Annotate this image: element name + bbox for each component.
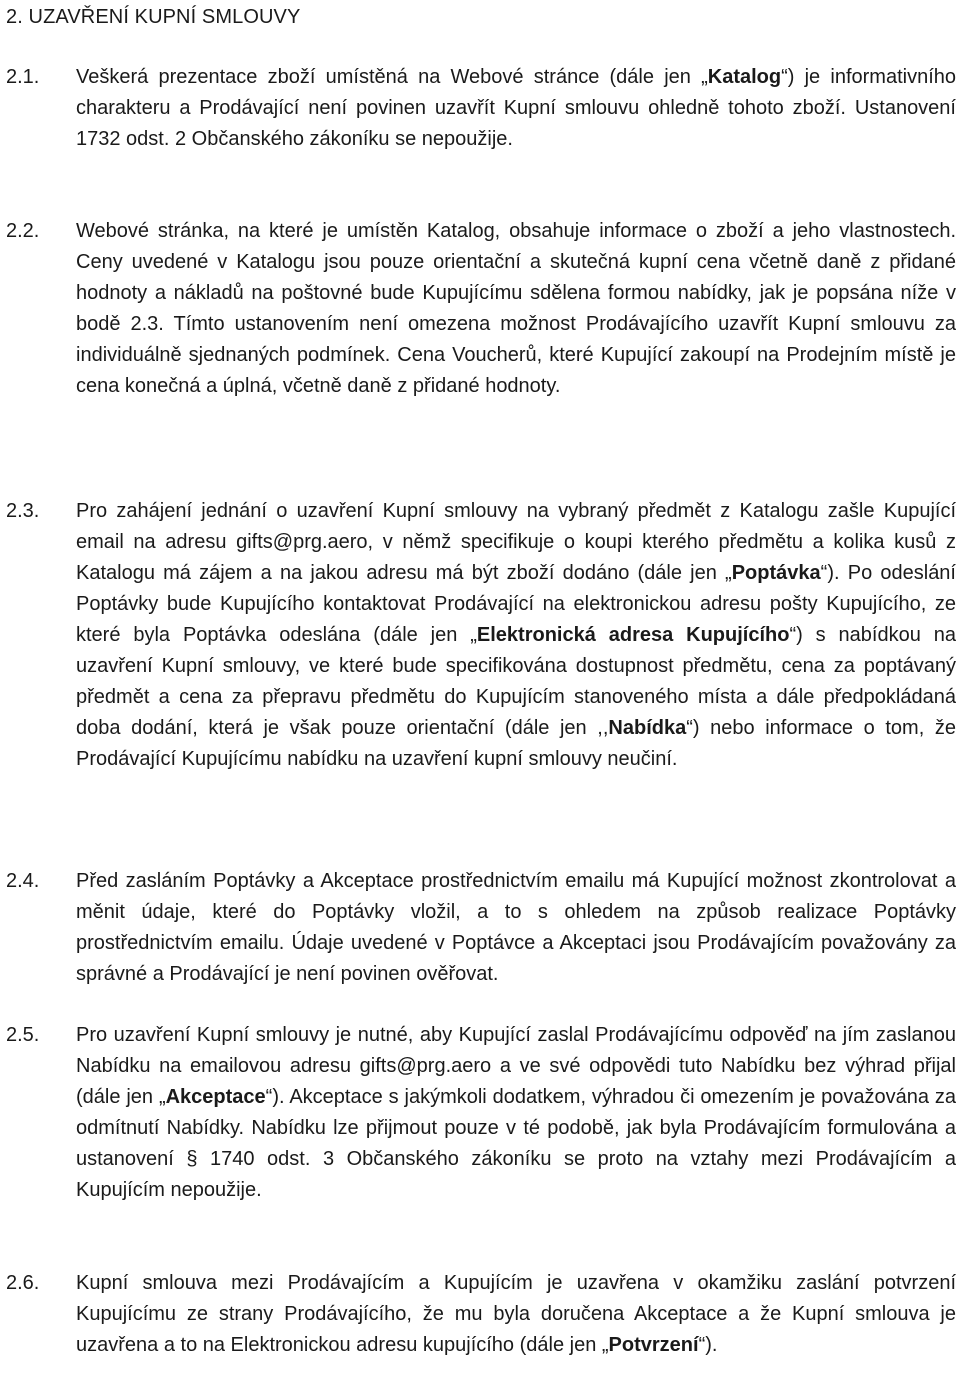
- clause-number: 2.1.: [6, 66, 40, 88]
- clause-text: Před zasláním Poptávky a Akceptace prostřednictvím emailu má Kupující možnost zkontrolovat a měnit údaje, které do Poptávky vložil, a to s ohledem na způsob realizace Poptávky prostřednictvím emailu. Údaje uvedené v Poptávce a Akceptaci jsou Prodávajícím považovány za správné a Prodávající je není povinen ověřovat.: [76, 870, 956, 985]
- clause-2-1: [6, 62, 956, 155]
- clause-text: Pro zahájení jednání o uzavření Kupní smlouvy na vybraný předmět z Katalogu zašle Kupující email na adresu gifts@prg.aero, v němž specifikuje o koupi kterého předmětu a kolika kusů z Katalogu má zájem a na jakou adresu má být zboží dodáno (dále jen „Poptávka“). Po odeslání Poptávky bude Kupujícího kontaktovat Prodávající na elektronickou adresu pošty Kupujícího, ze které byla Poptávka odeslána (dále jen „Elektronická adresa Kupujícího“) s nabídkou na uzavření Kupní smlouvy, ve které bude specifikována dostupnost předmětu, cena za poptávaný předmět a cena za přepravu předmětu do Kupujícím stanoveného místa a dále předpokládaná doba dodání, která je však pouze orientační (dále jen ,,Nabídka“) nebo informace o tom, že Prodávající Kupujícímu nabídku na uzavření kupní smlouvy neučiní.: [76, 500, 956, 770]
- clause-2-3: [6, 496, 956, 775]
- clause-number: 2.5.: [6, 1024, 40, 1046]
- clause-text: Pro uzavření Kupní smlouvy je nutné, aby Kupující zaslal Prodávajícímu odpověď na jím zaslanou Nabídku na emailovou adresu gifts@prg.aero a ve své odpovědi tuto Nabídku bez výhrad přijal (dále jen „Akceptace“). Akceptace s jakýmkoli dodatkem, výhradou či omezením je považována za odmítnutí Nabídky. Nabídku lze přijmout pouze v té podobě, jak byla Prodávajícím formulována a ustanovení § 1740 odst. 3 Občanského zákoníku se proto na vztahy mezi Prodávajícím a Kupujícím nepoužije.: [76, 1024, 956, 1201]
- clause-text: Kupní smlouva mezi Prodávajícím a Kupujícím je uzavřena v okamžiku zaslání potvrzení Kupujícímu ze strany Prodávajícího, že mu byla doručena Akceptace a že Kupní smlouva je uzavřena a to na Elektronickou adresu kupujícího (dále jen „Potvrzení“).: [76, 1272, 956, 1356]
- clause-text: Veškerá prezentace zboží umístěná na Webové stránce (dále jen „Katalog“) je informativního charakteru a Prodávající není povinen uzavřít Kupní smlouvu ohledně tohoto zboží. Ustanovení 1732 odst. 2 Občanského zákoníku se nepoužije.: [76, 66, 956, 150]
- clause-number: 2.3.: [6, 500, 40, 522]
- clause-2-2: [6, 216, 956, 402]
- clause-text: Webové stránka, na které je umístěn Katalog, obsahuje informace o zboží a jeho vlastnostech. Ceny uvedené v Katalogu jsou pouze orientační a skutečná kupní cena včetně daně z přidané hodnoty a nákladů na poštovné bude Kupujícímu sdělena formou nabídky, jak je popsána níže v bodě 2.3. Tímto ustanovením není omezena možnost Prodávajícího uzavřít Kupní smlouvu za individuálně sjednaných podmínek. Cena Voucherů, které Kupující zakoupí na Prodejním místě je cena konečná a úplná, včetně daně z přidané hodnoty.: [76, 220, 956, 397]
- clause-2-4: [6, 866, 956, 990]
- clause-number: 2.4.: [6, 870, 40, 892]
- section-heading: 2. UZAVŘENÍ KUPNÍ SMLOUVY: [6, 6, 301, 28]
- clause-2-5: [6, 1020, 956, 1206]
- clause-number: 2.6.: [6, 1272, 40, 1294]
- clause-number: 2.2.: [6, 220, 40, 242]
- clause-2-6: [6, 1268, 956, 1361]
